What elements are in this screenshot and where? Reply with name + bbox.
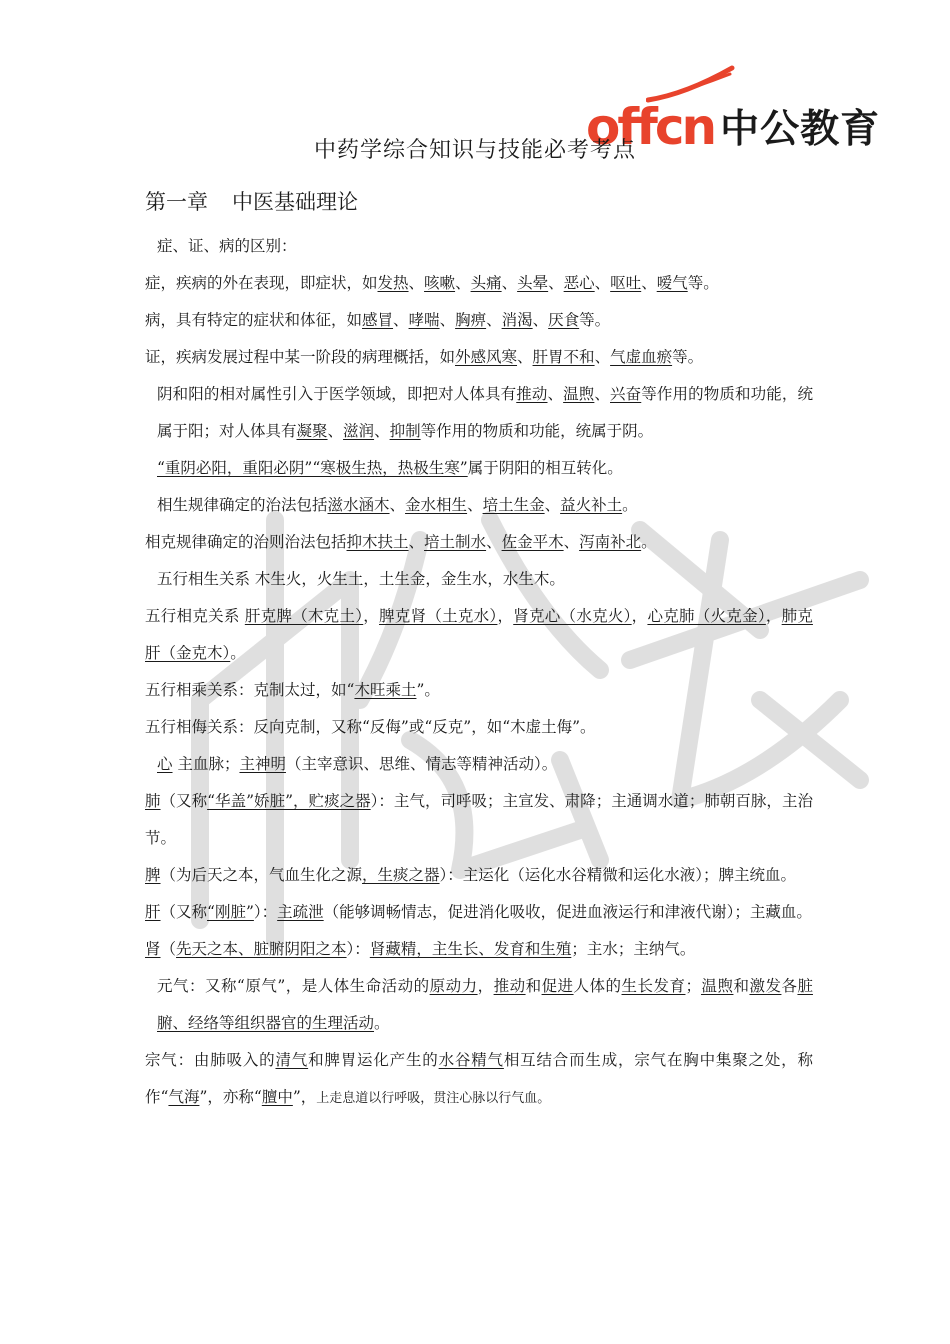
underlined-term: 头痛 (470, 274, 502, 292)
underlined-term: 主神明 (239, 755, 286, 773)
text-run: 、 (544, 496, 561, 514)
text-run: ， (631, 607, 648, 625)
text-run: 等作用的物质和功能，统属于阳；对人体具有 (157, 385, 813, 440)
text-run: 、 (641, 274, 657, 292)
underlined-term: 滋水涵木 (327, 496, 390, 514)
underlined-term: 感冒 (362, 311, 394, 329)
underlined-term: 水谷精气 (438, 1051, 504, 1069)
chapter-name: 中医基础理论 (232, 190, 358, 214)
underlined-term: 肺克肝（金克木） (145, 607, 813, 662)
paragraph (145, 265, 813, 302)
underlined-term: 温煦 (700, 977, 734, 995)
text-run: 、 (563, 533, 580, 551)
underlined-term: 培土制水 (424, 533, 487, 551)
text-run: ， (765, 607, 782, 625)
underlined-term: 推动 (516, 385, 548, 403)
paragraph (145, 746, 813, 783)
paragraph (145, 302, 813, 339)
paragraph (145, 783, 813, 857)
text-run: 病，具有特定的症状和体征，如 (145, 311, 363, 329)
text-run: 、 (408, 533, 425, 551)
text-run: 元气：又称“原气”，是人体生命活动的 (157, 977, 430, 995)
text-run: 等作用的物质和功能，统属于阴。 (420, 422, 654, 440)
text-run: 五行相生关系 木生火，火生土，土生金，金生水，水生木。 (157, 570, 565, 588)
text-run: 和脾胃运化产生的 (308, 1051, 439, 1069)
paragraph (145, 968, 813, 1042)
underlined-term: 凝聚 (296, 422, 328, 440)
underlined-term: 先天之本、脏腑阴阳之本 (176, 940, 347, 958)
text-run: 。 (641, 533, 657, 551)
underlined-term: 益火补土 (560, 496, 623, 514)
underlined-term: 哮喘 (408, 311, 440, 329)
text-run: （为后天之本，气血生化之源 (160, 866, 363, 884)
text-run: 和 (733, 977, 750, 995)
chapter-number: 第一章 (145, 190, 208, 214)
underlined-term: 木旺乘土 (354, 681, 417, 699)
text-run: ”，亦称“ (199, 1088, 262, 1106)
underlined-term: 佐金平木 (501, 533, 564, 551)
underlined-term: 嗳气 (656, 274, 688, 292)
text-run: （又称 (160, 792, 208, 810)
text-run: 、 (327, 422, 344, 440)
underlined-term: 头晕 (517, 274, 549, 292)
underlined-term: 咳嗽 (424, 274, 456, 292)
text-run: 、 (532, 311, 549, 329)
text-run: 五行相克关系 (145, 607, 245, 625)
text-run: 、 (455, 274, 471, 292)
paragraph (145, 857, 813, 894)
text-run: ”， (292, 1088, 317, 1106)
text-run: 、 (439, 311, 456, 329)
underlined-term: 推动 (493, 977, 526, 995)
underlined-term: 气海 (168, 1088, 200, 1106)
text-run: （又称 (160, 903, 208, 921)
text-run: 、 (594, 385, 610, 403)
underlined-term: 肝克脾（木克土） (244, 607, 364, 625)
text-run: 、 (594, 348, 611, 366)
paragraph (145, 931, 813, 968)
underlined-term: 肝胃不和 (532, 348, 595, 366)
underlined-term: 脾克肾（土克水） (379, 607, 498, 625)
paragraph (145, 672, 813, 709)
paragraph (145, 487, 813, 524)
text-run: 、 (486, 311, 502, 329)
underlined-term: 促进 (541, 977, 574, 995)
underlined-term: 温煦 (563, 385, 595, 403)
text-run: 各 (781, 977, 798, 995)
underlined-term: 心 (157, 755, 173, 773)
underlined-term: “刚脏” (207, 903, 254, 921)
logo-swoosh-icon (646, 64, 736, 104)
text-run: 。 (622, 496, 638, 514)
text-run: 人体的 (573, 977, 622, 995)
text-run: 和 (525, 977, 542, 995)
text-run: ）： (346, 940, 370, 958)
text-run: 主血脉； (172, 755, 240, 773)
text-run: 症，疾病的外在表现，即症状，如 (145, 274, 378, 292)
text-run: 相克规律确定的治则治法包括 (145, 533, 347, 551)
underlined-term: 呕吐 (610, 274, 642, 292)
underlined-term: 发热 (377, 274, 409, 292)
chapter-heading (145, 186, 358, 216)
text-run: 五行相乘关系：克制太过，如“ (145, 681, 355, 699)
underlined-term: 肝 (145, 903, 161, 921)
underlined-term: 兴奋 (610, 385, 642, 403)
underlined-term: 主疏泄 (277, 903, 324, 921)
text-run: 上走息道以行呼吸，贯注心脉以行气血。 (316, 1091, 551, 1106)
text-run: 。 (374, 1014, 390, 1032)
text-run: ， (477, 977, 494, 995)
underlined-term: 激发 (749, 977, 782, 995)
text-run: （主宰意识、思维、情志等精神活动）。 (285, 755, 558, 773)
text-run: 、 (374, 422, 390, 440)
underlined-term: 抑木扶土 (346, 533, 409, 551)
text-run: 、 (389, 496, 406, 514)
underlined-term: 肾 (145, 940, 161, 958)
underlined-term: ，生痰之器 (362, 866, 440, 884)
paragraph (145, 524, 813, 561)
paragraph (145, 339, 813, 376)
text-run: 五行相侮关系：反向克制，又称“反侮”或“反克”，如“木虚土侮”。 (145, 718, 596, 736)
underlined-term: 脏腑、经络等组织器官的生理活动 (157, 977, 813, 1032)
text-run: 相生规律确定的治法包括 (157, 496, 328, 514)
text-run: ”。 (416, 681, 440, 699)
underlined-term: 肾藏精，主生长、发育和生殖 (369, 940, 572, 958)
text-run: ）： (253, 903, 278, 921)
text-run: 症、证、病的区别： (157, 237, 297, 255)
paragraph (145, 598, 813, 672)
text-run: 、 (393, 311, 409, 329)
text-run: 、 (548, 274, 564, 292)
underlined-term: 胸痹 (455, 311, 487, 329)
underlined-term: 气虚血瘀 (610, 348, 673, 366)
underlined-term: 肾克心（水克火） (513, 607, 632, 625)
text-run: （ (160, 940, 177, 958)
underlined-term: 生长发育 (621, 977, 686, 995)
text-run: 、 (517, 348, 533, 366)
text-run: 证，疾病发展过程中某一阶段的病理概括，如 (145, 348, 456, 366)
paragraph (145, 450, 813, 487)
underlined-term: 消渴 (501, 311, 533, 329)
text-run: ； (685, 977, 701, 995)
underlined-term: 膻中 (261, 1088, 293, 1106)
text-run: 、 (408, 274, 425, 292)
text-run: ）：主运化（运化水谷精微和运化水液）；脾主统血。 (439, 866, 797, 884)
logo-en-text: offcn (586, 98, 715, 156)
text-run: ， (497, 607, 514, 625)
paragraph (145, 709, 813, 746)
underlined-term: 厌食 (548, 311, 580, 329)
underlined-term: 脾 (145, 866, 161, 884)
underlined-term: 外感风寒 (455, 348, 518, 366)
text-run: 、 (501, 274, 518, 292)
document-title: 中药学综合知识与技能必考考点 (313, 138, 636, 163)
text-run: 、 (547, 385, 564, 403)
paragraph (145, 228, 813, 265)
text-run: 属于阴阳的相互转化。 (467, 459, 623, 477)
text-run: 阴和阳的相对属性引入于医学领域，即把对人体具有 (157, 385, 517, 403)
text-run: 。 (230, 644, 246, 662)
underlined-term: 清气 (275, 1051, 309, 1069)
text-run: 、 (594, 274, 611, 292)
text-run: 、 (486, 533, 502, 551)
underlined-term: 培土生金 (482, 496, 545, 514)
text-run: ；主水；主纳气。 (571, 940, 696, 958)
paragraph (145, 894, 813, 931)
underlined-term: “重阴必阳，重阳必阴”“寒极生热，热极生寒” (157, 459, 468, 477)
underlined-term: 泻南补北 (579, 533, 642, 551)
paragraph (145, 1042, 813, 1117)
underlined-term: 抑制 (389, 422, 421, 440)
underlined-term: 原动力 (429, 977, 478, 995)
text-run: ）：主气，司呼吸；主宣发、肃降；主通调水道；肺朝百脉，主治节。 (145, 792, 813, 847)
document-body (145, 228, 813, 1117)
text-run: 等。 (687, 274, 719, 292)
underlined-term: 肺 (145, 792, 161, 810)
logo-cn-text: 中公教育 (720, 107, 881, 153)
underlined-term: 恶心 (563, 274, 595, 292)
underlined-term: 心克肺（火克金） (647, 607, 766, 625)
underlined-term: “华盖”娇脏”，贮痰之器 (207, 792, 371, 810)
underlined-term: 滋润 (343, 422, 375, 440)
text-run: 、 (467, 496, 483, 514)
underlined-term: 金水相生 (405, 496, 468, 514)
paragraph (145, 561, 813, 598)
paragraph (145, 376, 813, 450)
text-run: ， (363, 607, 380, 625)
text-run: 等。 (579, 311, 611, 329)
text-run: 相互结合而生成，宗气在胸中集聚之处，称作“ (145, 1051, 813, 1106)
text-run: 等。 (672, 348, 704, 366)
text-run: 宗气：由肺吸入的 (145, 1051, 276, 1069)
text-run: （能够调畅情志，促进消化吸收，促进血液运行和津液代谢）；主藏血。 (323, 903, 812, 921)
